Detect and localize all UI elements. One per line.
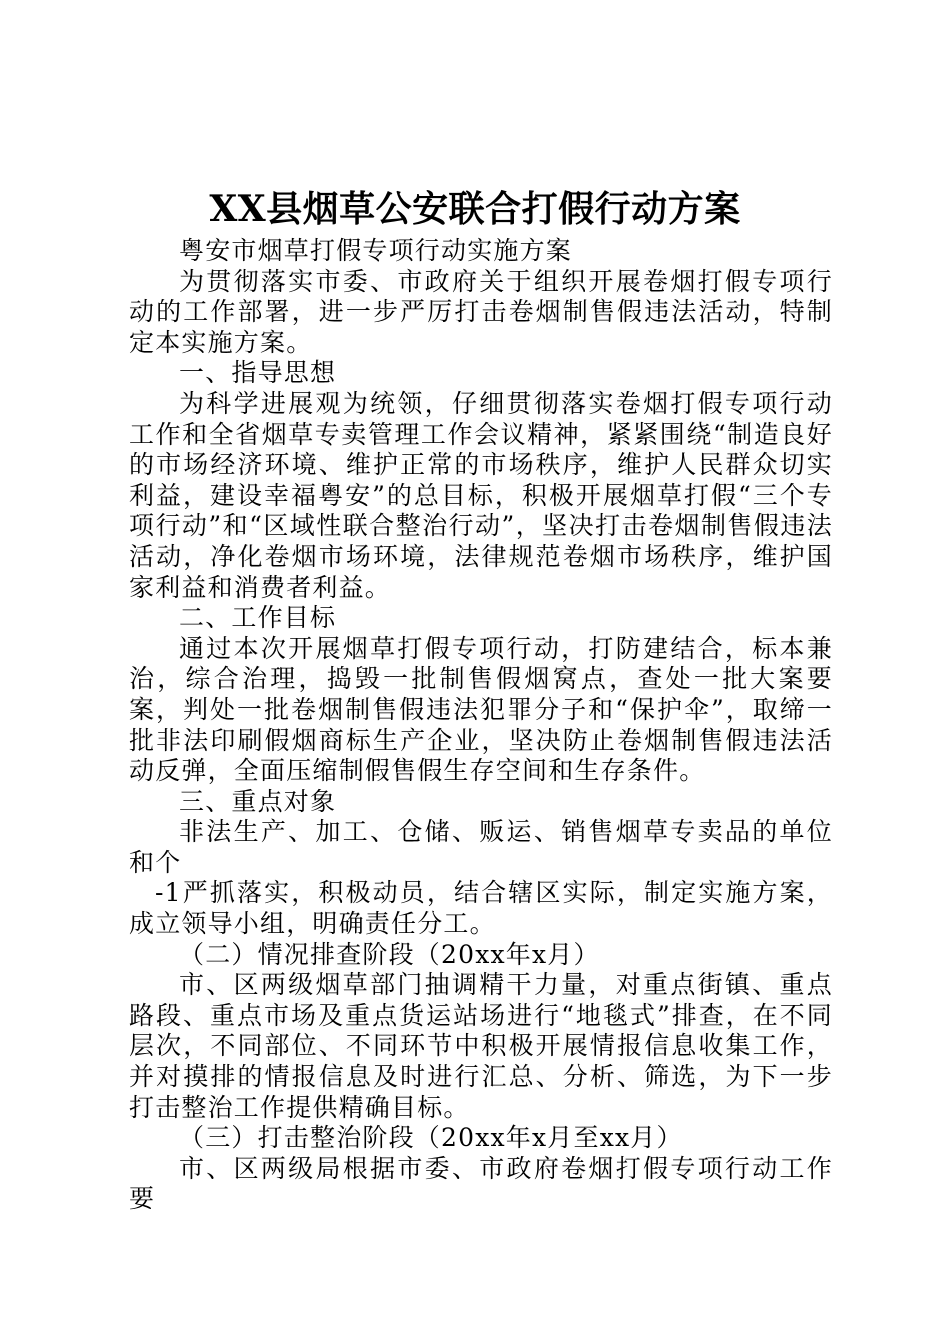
paragraph-investigation-stage: 市、区两级烟草部门抽调精干力量，对重点街镇、重点路段、重点市场及重点货运站场进行“地毯式”排查，在不同层次，不同部位、不同环节中积极开展情报信息收集工作，并对摸排的情报信息及时进行汇总、分析、筛选，为下一步打击整治工作提供精确目标。 xyxy=(129,970,833,1122)
heading-guiding-ideology: 一、指导思想 xyxy=(179,358,337,388)
paragraph-implementation: -1严抓落实，积极动员，结合辖区实际，制定实施方案，成立领导小组，明确责任分工。 xyxy=(129,878,833,939)
paragraph-crackdown-stage: 市、区两级局根据市委、市政府卷烟打假专项行动工作要 xyxy=(129,1153,833,1214)
paragraph-guiding-ideology: 为科学进展观为统领，仔细贯彻落实卷烟打假专项行动工作和全省烟草专卖管理工作会议精神，紧紧围绕“制造良好的市场经济环境、维护正常的市场秩序，维护人民群众切实利益，建设幸福粤安”的总目标，积极开展烟草打假“三个专项行动”和“区域性联合整治行动”，坚决打击卷烟制售假违法活动，净化卷烟市场环境，法律规范卷烟市场秩序，维护国家利益和消费者利益。 xyxy=(129,388,833,602)
heading-work-goals: 二、工作目标 xyxy=(179,603,337,633)
heading-investigation-stage: （二）情况排查阶段（20xx年x月） xyxy=(179,939,600,969)
paragraph-subtitle: 粤安市烟草打假专项行动实施方案 xyxy=(179,236,573,265)
document-body xyxy=(129,236,833,1215)
paragraph-intro: 为贯彻落实市委、市政府关于组织开展卷烟打假专项行动的工作部署，进一步严厉打击卷烟制售假违法活动，特制定本实施方案。 xyxy=(129,266,833,357)
document-title: XX县烟草公安联合打假行动方案 xyxy=(209,188,741,230)
paragraph-key-targets: 非法生产、加工、仓储、贩运、销售烟草专卖品的单位和个 xyxy=(129,817,833,877)
heading-key-targets: 三、重点对象 xyxy=(179,786,337,816)
paragraph-work-goals: 通过本次开展烟草打假专项行动，打防建结合，标本兼治，综合治理，捣毁一批制售假烟窝点，查处一批大案要案，判处一批卷烟制售假违法犯罪分子和“保护伞”，取缔一批非法印刷假烟商标生产企业，坚决防止卷烟制售假违法活动反弹，全面压缩制假售假生存空间和生存条件。 xyxy=(129,633,833,786)
heading-crackdown-stage: （三）打击整治阶段（20xx年x月至xx月） xyxy=(179,1123,683,1153)
